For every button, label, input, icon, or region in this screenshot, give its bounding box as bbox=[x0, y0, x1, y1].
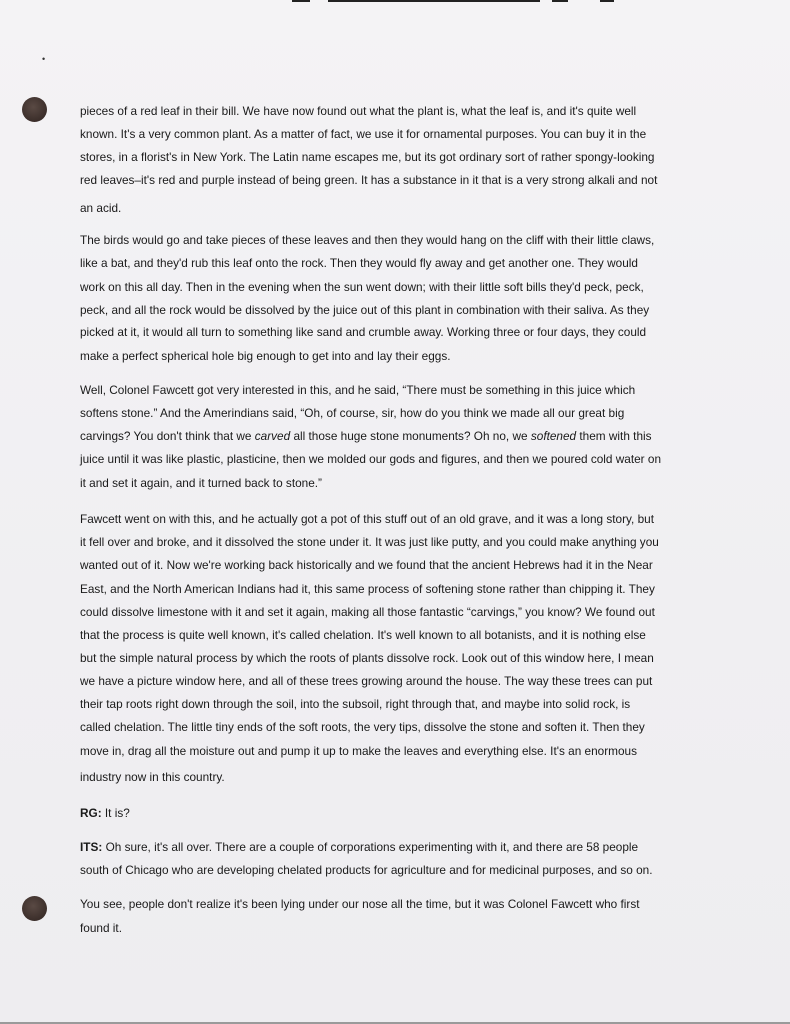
text-line: we have a picture window here, and all of these trees growing around the house. The way these trees can put bbox=[80, 674, 653, 688]
dialogue-text: It is? bbox=[104, 806, 130, 820]
text-line: peck, and all the rock would be dissolved by the juice out of this plant in combination with their saliva. As they bbox=[80, 303, 650, 317]
top-edge-mark bbox=[600, 0, 614, 2]
text-line: The birds would go and take pieces of these leaves and then they would hang on the cliff with their little claws, bbox=[80, 233, 655, 247]
text-line: known. It's a very common plant. As a matter of fact, we use it for ornamental purposes. You can buy it in the bbox=[80, 127, 647, 141]
top-edge-mark bbox=[292, 0, 310, 2]
text-line bbox=[80, 840, 638, 854]
text-line: like a bat, and they'd rub this leaf onto the rock. Then they would fly away and get another one. They would bbox=[80, 256, 638, 270]
text-line: industry now in this country. bbox=[80, 770, 225, 784]
text-line: softens stone.” And the Amerindians said, “Oh, of course, sir, how do you think we made all our great big bbox=[80, 406, 625, 420]
text-line: an acid. bbox=[80, 201, 122, 215]
line-segment: carvings? You don't think that we bbox=[80, 429, 255, 443]
text-line: make a perfect spherical hole big enough to get into and lay their eggs. bbox=[80, 349, 451, 363]
text-line: their tap roots right down through the soil, into the subsoil, right through that, and maybe into solid rock, is bbox=[80, 697, 631, 711]
text-line: red leaves–it's red and purple instead of being green. It has a substance in it that is a very strong alkali and not bbox=[80, 173, 658, 187]
top-edge-mark bbox=[328, 0, 540, 2]
text-line: stores, in a florist's in New York. The Latin name escapes me, but its got ordinary sort of rather spongy-looking bbox=[80, 150, 655, 164]
text-line: pieces of a red leaf in their bill. We have now found out what the plant is, what the leaf is, and it's quite well bbox=[80, 104, 637, 118]
text-line: could dissolve limestone with it and set it again, making all those fantastic “carvings,” you know? We found out bbox=[80, 605, 655, 619]
text-line: south of Chicago who are developing chelated products for agriculture and for medicinal purposes, and so on. bbox=[80, 863, 653, 877]
text-line: it fell over and broke, and it dissolved the stone under it. It was just like putty, and you could make anything you bbox=[80, 535, 659, 549]
text-line: East, and the North American Indians had it, this same process of softening stone rather than chipping it. They bbox=[80, 582, 655, 596]
text-line: Well, Colonel Fawcett got very interested in this, and he said, “There must be something in this juice which bbox=[80, 383, 636, 397]
speaker-label: RG: bbox=[80, 806, 102, 820]
text-line: work on this all day. Then in the evening when the sun went down; with their little soft bills they'd peck, peck, bbox=[80, 280, 644, 294]
emphasis-carved: carved bbox=[254, 429, 291, 443]
text-line bbox=[80, 806, 130, 820]
text-line: called chelation. The little tiny ends of the soft roots, the very tips, dissolve the stone and soften it. Then they bbox=[80, 720, 645, 734]
text-line: but the simple natural process by which the roots of plants dissolve rock. Look out of this window here, I mean bbox=[80, 651, 654, 665]
text-line: Fawcett went on with this, and he actually got a pot of this stuff out of an old grave, and it was a long story, but bbox=[80, 512, 655, 526]
text-line: found it. bbox=[80, 921, 122, 935]
line-segment: them with this bbox=[576, 429, 652, 443]
text-line: that the process is quite well known, it's called chelation. It's well known to all botanists, and it is nothing else bbox=[80, 628, 646, 642]
text-line: wanted out of it. Now we're working back historically and we found that the ancient Hebrews had it in the Near bbox=[80, 558, 653, 572]
line-segment: all those huge stone monuments? Oh no, we bbox=[290, 429, 531, 443]
binder-hole bbox=[22, 896, 47, 921]
text-line: You see, people don't realize it's been lying under our nose all the time, but it was Colonel Fawcett who first bbox=[80, 897, 640, 911]
scan-speck: • bbox=[42, 54, 46, 64]
binder-hole bbox=[22, 97, 47, 122]
speaker-label: ITS: bbox=[80, 840, 103, 854]
text-line: picked at it, it would all turn to something like sand and crumble away. Working three or four days, they could bbox=[80, 325, 647, 339]
text-line bbox=[80, 429, 652, 443]
text-line: it and set it again, and it turned back to stone.” bbox=[80, 476, 322, 490]
text-line: move in, drag all the moisture out and pump it up to make the leaves and everything else. It's an enormous bbox=[80, 744, 638, 758]
top-edge-mark bbox=[552, 0, 568, 2]
dialogue-text: Oh sure, it's all over. There are a couple of corporations experimenting with it, and there are 58 people bbox=[105, 840, 639, 854]
emphasis-softened: softened bbox=[530, 429, 577, 443]
text-line: juice until it was like plastic, plasticine, then we molded our gods and figures, and then we poured cold water on bbox=[80, 452, 662, 466]
